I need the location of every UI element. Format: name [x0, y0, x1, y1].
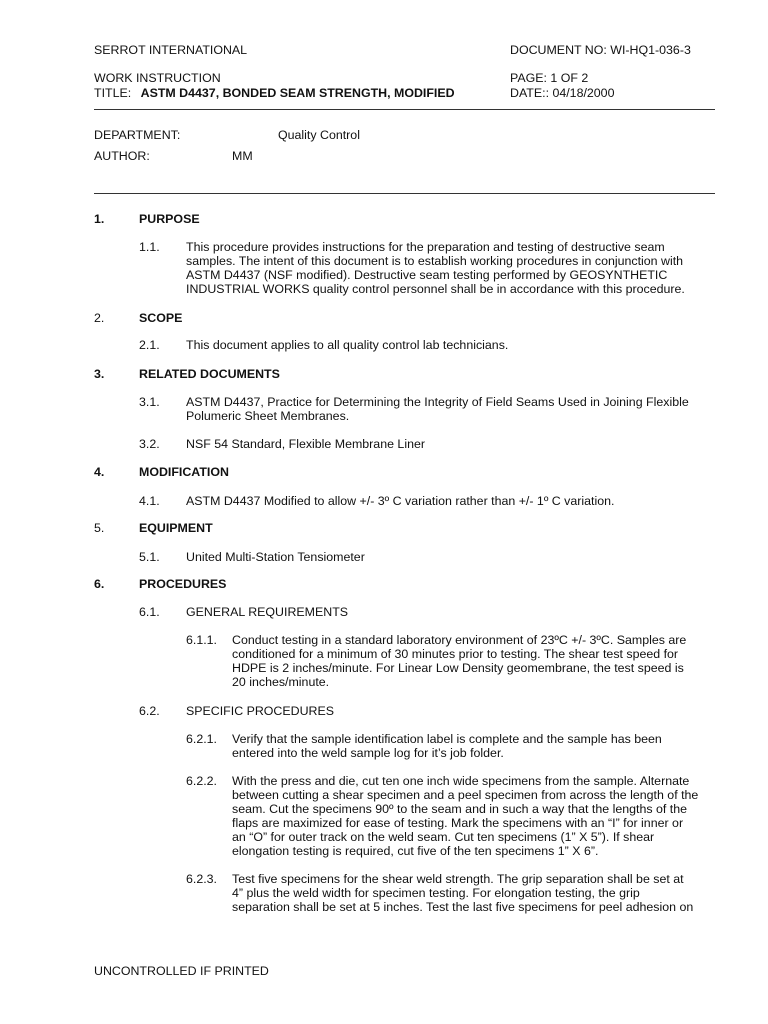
- company-name: SERROT INTERNATIONAL: [94, 43, 248, 57]
- work-instruction-label: WORK INSTRUCTION: [94, 71, 221, 85]
- section-5-1-text: [186, 550, 726, 564]
- section-6-2-2-number: 6.2.2.: [186, 774, 218, 788]
- section-6-2-3-text: [232, 872, 722, 914]
- text-line: Polumeric Sheet Membranes.: [186, 409, 350, 423]
- section-4-heading: MODIFICATION: [139, 465, 229, 479]
- text-line: between cutting a shear specimen and a peel specimen from across the length of the: [232, 788, 699, 802]
- text-line: Conduct testing in a standard laboratory environment of 23ºC +/- 3ºC. Samples are: [232, 633, 687, 647]
- text-line: SPECIFIC PROCEDURES: [186, 704, 335, 718]
- text-line: This procedure provides instructions for the preparation and testing of destructive seam: [186, 240, 665, 254]
- section-6-1-1-number: 6.1.1.: [186, 633, 218, 647]
- text-line: separation shall be set at 5 inches. Test the last five specimens for peel adhesion on: [232, 900, 694, 914]
- section-6-2-number: 6.2.: [139, 704, 160, 718]
- section-5-heading: EQUIPMENT: [139, 521, 213, 535]
- section-6-1-1-text: [232, 633, 722, 689]
- section-3-1-number: 3.1.: [139, 395, 160, 409]
- text-line: an “O” for outer track on the weld seam. Cut ten specimens (1” X 5”). If shear: [232, 830, 655, 844]
- document-title: [94, 86, 455, 100]
- section-6-number: 6.: [94, 577, 105, 591]
- text-line: INDUSTRIAL WORKS quality control personnel shall be in accordance with this procedure.: [186, 282, 685, 296]
- section-6-2-2-text: [232, 774, 722, 858]
- author-value: MM: [232, 149, 253, 163]
- text-line: entered into the weld sample log for it’s job folder.: [232, 746, 504, 760]
- title-text: ASTM D4437, BONDED SEAM STRENGTH, MODIFIED: [140, 86, 455, 100]
- header-divider: [94, 109, 715, 110]
- text-line: NSF 54 Standard, Flexible Membrane Liner: [186, 437, 425, 451]
- section-6-1-heading: [186, 605, 726, 619]
- section-4-number: 4.: [94, 465, 105, 479]
- text-line: With the press and die, cut ten one inch wide specimens from the sample. Alternate: [232, 774, 690, 788]
- section-6-2-heading: [186, 704, 726, 718]
- text-line: ASTM D4437 Modified to allow +/- 3º C variation rather than +/- 1º C variation.: [186, 494, 615, 508]
- section-3-heading: RELATED DOCUMENTS: [139, 367, 280, 381]
- text-line: 20 inches/minute.: [232, 675, 330, 689]
- text-line: ASTM D4437, Practice for Determining the Integrity of Field Seams Used in Joining Flexible: [186, 395, 689, 409]
- section-2-1-number: 2.1.: [139, 338, 160, 352]
- section-1-1-number: 1.1.: [139, 240, 160, 254]
- section-2-heading: SCOPE: [139, 311, 183, 325]
- department-label: DEPARTMENT:: [94, 128, 181, 142]
- section-6-1-number: 6.1.: [139, 605, 160, 619]
- section-4-1-text: [186, 494, 726, 508]
- section-6-2-3-number: 6.2.3.: [186, 872, 218, 886]
- text-line: Verify that the sample identification label is complete and the sample has been: [232, 732, 662, 746]
- department-value: Quality Control: [278, 128, 360, 142]
- section-4-1-number: 4.1.: [139, 494, 160, 508]
- section-6-heading: PROCEDURES: [139, 577, 227, 591]
- text-line: HDPE is 2 inches/minute. For Linear Low Density geomembrane, the test speed is: [232, 661, 684, 675]
- text-line: elongation testing is required, cut five of the ten specimens 1” X 6”.: [232, 844, 599, 858]
- page-number: PAGE: 1 OF 2: [510, 71, 589, 85]
- text-line: GENERAL REQUIREMENTS: [186, 605, 349, 619]
- text-line: This document applies to all quality control lab technicians.: [186, 338, 509, 352]
- text-line: Test five specimens for the shear weld strength. The grip separation shall be set at: [232, 872, 684, 886]
- text-line: United Multi-Station Tensiometer: [186, 550, 365, 564]
- section-5-1-number: 5.1.: [139, 550, 160, 564]
- section-1-1-text: [186, 240, 726, 296]
- document-number: DOCUMENT NO: WI-HQ1-036-3: [510, 43, 691, 57]
- section-1-heading: PURPOSE: [139, 212, 200, 226]
- author-label: AUTHOR:: [94, 149, 150, 163]
- title-label: TITLE:: [94, 86, 132, 100]
- text-line: 4” plus the weld width for specimen testing. For elongation testing, the grip: [232, 886, 640, 900]
- text-line: samples. The intent of this document is to establish working procedures in conjunction with: [186, 254, 684, 268]
- meta-divider: [94, 193, 715, 194]
- section-2-number: 2.: [94, 311, 105, 325]
- section-2-1-text: [186, 338, 726, 352]
- section-6-2-1-number: 6.2.1.: [186, 732, 218, 746]
- text-line: conditioned for a minimum of 30 minutes prior to testing. The shear test speed for: [232, 647, 679, 661]
- section-5-number: 5.: [94, 521, 105, 535]
- section-3-2-text: [186, 437, 726, 451]
- section-3-number: 3.: [94, 367, 105, 381]
- text-line: seam. Cut the specimens 90º to the seam and in such a way that the lengths of the: [232, 802, 687, 816]
- text-line: flaps are maximized for ease of testing. Mark the specimens with an “I” for inner or: [232, 816, 684, 830]
- section-6-2-1-text: [232, 732, 722, 760]
- footer-notice: UNCONTROLLED IF PRINTED: [94, 964, 269, 978]
- document-date: DATE:: 04/18/2000: [510, 86, 615, 100]
- section-3-1-text: [186, 395, 726, 423]
- section-3-2-number: 3.2.: [139, 437, 160, 451]
- section-1-number: 1.: [94, 212, 105, 226]
- text-line: ASTM D4437 (NSF modified). Destructive seam testing performed by GEOSYNTHETIC: [186, 268, 668, 282]
